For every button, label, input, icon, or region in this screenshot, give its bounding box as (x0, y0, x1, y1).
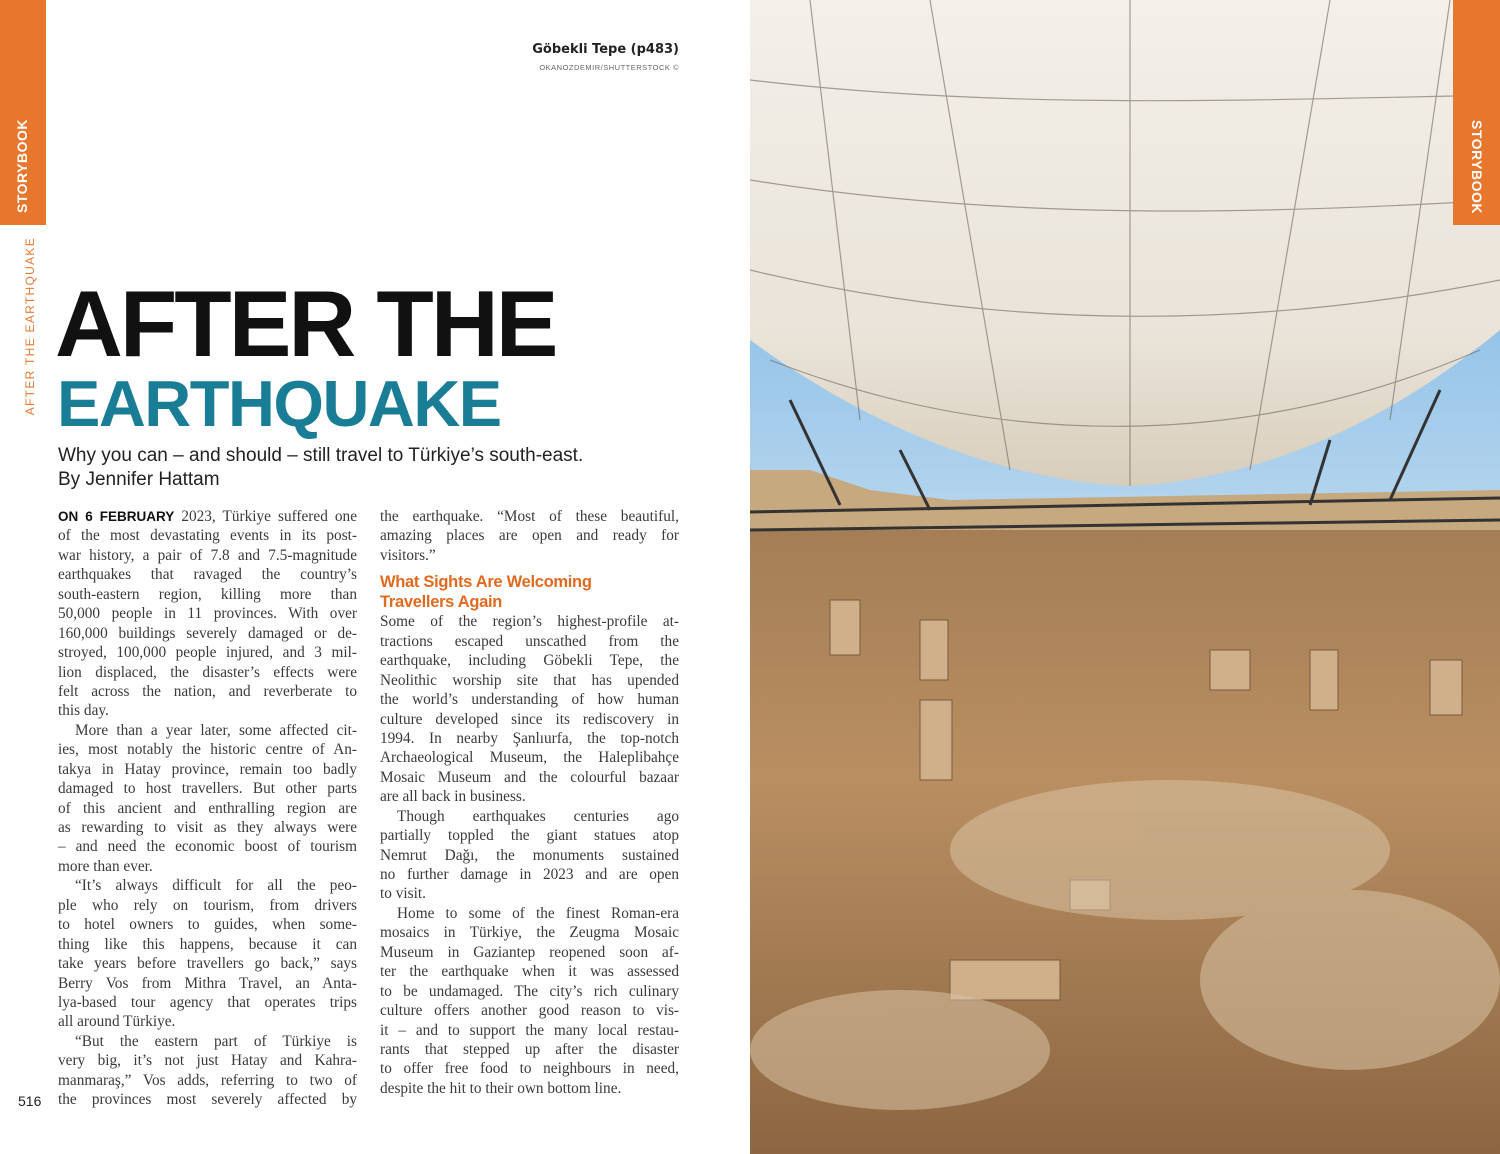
line-text: despite the hit to their own bottom line. (380, 1079, 622, 1097)
standfirst-block (58, 444, 583, 492)
line-text: ter the earthquake when it was assessed (380, 963, 679, 981)
text-line (58, 1051, 357, 1070)
line-text: culture developed since its rediscovery in (380, 710, 679, 728)
subheading (380, 572, 679, 612)
headline-line1: AFTER THE (55, 271, 556, 376)
text-line (380, 690, 679, 709)
text-line (58, 643, 357, 662)
line-text: Though earthquakes centuries ago (397, 807, 679, 825)
text-line (58, 818, 357, 837)
text-line (380, 748, 679, 767)
text-line (380, 546, 679, 565)
line-text: the world’s understanding of how human (380, 691, 679, 709)
subheading-line: Travellers Again (380, 593, 503, 612)
text-line (58, 837, 357, 856)
text-line (58, 624, 357, 643)
line-text: manmaraş,” Vos adds, referring to two of (58, 1071, 357, 1089)
text-line (380, 923, 679, 942)
text-line (58, 1090, 357, 1109)
text-line (58, 799, 357, 818)
line-text: culture offers another good reason to vis- (380, 1002, 679, 1020)
text-line (58, 779, 357, 798)
line-text: amazing places are open and ready for (380, 527, 679, 545)
line-text: of this ancient and enthralling region are (58, 799, 357, 817)
line-text: to hotel owners to guides, when some- (58, 916, 357, 934)
line-text: partially toppled the giant statues atop (380, 827, 679, 845)
line-text: earthquake, including Göbekli Tepe, the (380, 652, 679, 670)
line-text: to be undamaged. The city’s rich culinary (380, 982, 679, 1000)
subheading-line: What Sights Are Welcoming (380, 573, 592, 592)
text-line (380, 768, 679, 787)
text-line (58, 993, 357, 1012)
line-text: earthquakes that ravaged the country’s (58, 566, 357, 584)
text-line (380, 507, 679, 526)
line-text: “But the eastern part of Türkiye is (75, 1032, 357, 1050)
text-line (58, 935, 357, 954)
text-line (380, 526, 679, 545)
line-text: damaged to host travellers. But other parts (58, 780, 357, 798)
running-head: AFTER THE EARTHQUAKE (23, 237, 37, 416)
text-line (58, 546, 357, 565)
text-line (58, 1071, 357, 1090)
text-line (380, 1021, 679, 1040)
section-tab-label: STORYBOOK (1469, 120, 1485, 214)
text-line (58, 585, 357, 604)
line-text: mosaics in Türkiye, the Zeugma Mosaic (380, 924, 679, 942)
text-line (58, 721, 357, 740)
text-line (380, 807, 679, 826)
line-text: – and need the economic boost of tourism (58, 838, 357, 856)
text-line (58, 663, 357, 682)
byline: By Jennifer Hattam (58, 469, 220, 490)
line-text: Museum in Gaziantep reopened soon af- (380, 943, 679, 961)
text-line (380, 632, 679, 651)
text-line (380, 943, 679, 962)
line-text: all around Türkiye. (58, 1013, 176, 1031)
line-text: stroyed, 100,000 people injured, and 3 mil- (58, 644, 357, 662)
text-line (380, 884, 679, 903)
text-line (380, 1059, 679, 1078)
text-line (380, 710, 679, 729)
text-line (58, 915, 357, 934)
line-text: lion displaced, the disaster’s effects were (58, 663, 357, 681)
page-number: 516 (18, 1093, 42, 1109)
paragraph (380, 612, 679, 806)
line-text: war history, a pair of 7.8 and 7.5-magnitude (58, 546, 357, 564)
paragraph (58, 507, 357, 721)
text-line (58, 974, 357, 993)
line-text: ple who rely on tourism, from drivers (58, 896, 357, 914)
text-line (380, 826, 679, 845)
line-text: Archaeological Museum, the Haleplibahçe (380, 749, 679, 767)
line-text: this day. (58, 702, 109, 720)
body-column-1 (58, 507, 357, 1110)
text-line (380, 1079, 679, 1098)
line-text: 50,000 people in 11 provinces. With over (58, 605, 357, 623)
line-text: rants that stepped up after the disaster (380, 1040, 679, 1058)
line-text: Neolithic worship site that has upended (380, 671, 679, 689)
text-line (58, 682, 357, 701)
text-line (58, 857, 357, 876)
line-text: Some of the region’s highest-profile at- (380, 613, 679, 631)
text-line (58, 565, 357, 584)
text-line (380, 612, 679, 631)
line-text: Nemrut Dağı, the monuments sustained (380, 846, 679, 864)
text-line (380, 729, 679, 748)
paragraph (380, 904, 679, 1098)
line-text: visitors.” (380, 546, 436, 564)
headline-line2: EARTHQUAKE (57, 367, 501, 440)
text-line (58, 896, 357, 915)
text-line (380, 787, 679, 806)
line-text: of the most devastating events in its post- (58, 527, 357, 545)
line-text: the earthquake. “Most of these beautiful, (380, 508, 679, 525)
text-line (380, 1040, 679, 1059)
line-text: Berry Vos from Mithra Travel, an Anta- (58, 974, 357, 992)
text-line (58, 507, 357, 526)
text-line (380, 982, 679, 1001)
line-text: tractions escaped unscathed from the (380, 632, 679, 650)
paragraph (58, 1032, 357, 1110)
line-text: take years before travellers go back,” says (58, 955, 357, 973)
line-text: no further damage in 2023 and are open (380, 866, 679, 883)
text-line (58, 760, 357, 779)
section-tab-left (0, 0, 46, 225)
line-text: Home to some of the finest Roman-era (397, 904, 679, 922)
line-text: felt across the nation, and reverberate to (58, 682, 357, 700)
line-text: are all back in business. (380, 788, 526, 806)
line-text: More than a year later, some affected cit- (75, 721, 357, 739)
standfirst: Why you can – and should – still travel to Türkiye’s south-east. (58, 445, 584, 466)
line-text: 1994. In nearby Şanlıurfa, the top-notch (380, 729, 679, 747)
text-line (380, 671, 679, 690)
line-text: as rewarding to visit as they always were (58, 819, 357, 836)
text-line (380, 1001, 679, 1020)
line-text: to offer free food to neighbours in need, (380, 1060, 679, 1078)
text-line (58, 526, 357, 545)
text-line (58, 876, 357, 895)
paragraph (380, 507, 679, 565)
text-line (380, 904, 679, 923)
lead-in: ON 6 FEBRUARY (58, 509, 175, 524)
line-text: the provinces most severely affected by (58, 1091, 357, 1109)
photo-credit: OKANOZDEMIR/SHUTTERSTOCK © (539, 63, 679, 72)
line-text: very big, it’s not just Hatay and Kahra- (58, 1052, 357, 1070)
text-line (380, 962, 679, 981)
photo-caption (532, 42, 679, 72)
text-line (380, 651, 679, 670)
text-line (58, 740, 357, 759)
text-line (58, 1012, 357, 1031)
text-line (380, 865, 679, 884)
line-text: to visit. (380, 885, 426, 903)
text-line (58, 1032, 357, 1051)
line-text: it – and to support the many local restau- (380, 1021, 679, 1039)
text-line (58, 954, 357, 973)
line-text: more than ever. (58, 857, 153, 875)
section-tab-label: STORYBOOK (14, 119, 30, 213)
paragraph (58, 876, 357, 1032)
section-tab-right (1453, 0, 1500, 225)
line-text: “It’s always difficult for all the peo- (75, 877, 357, 895)
photo-illustration (750, 0, 1500, 1154)
paragraph (380, 807, 679, 904)
text-line (380, 846, 679, 865)
photo-gobekli-tepe (750, 0, 1500, 1154)
line-text: 160,000 buildings severely damaged or de- (58, 624, 357, 642)
line-text: takya in Hatay province, remain too badly (58, 760, 357, 778)
body-column-2 (380, 507, 679, 1098)
line-text: lya-based tour agency that operates trips (58, 993, 357, 1011)
text-line (58, 604, 357, 623)
caption-title: Göbekli Tepe (p483) (532, 42, 679, 57)
text-line (58, 701, 357, 720)
line-text: Mosaic Museum and the colourful bazaar (380, 768, 679, 786)
line-text: 2023, Türkiye suffered one (174, 508, 357, 525)
line-text: south-eastern region, killing more than (58, 585, 357, 603)
line-text: ies, most notably the historic centre of An- (58, 741, 357, 759)
paragraph (58, 721, 357, 877)
line-text: thing like this happens, because it can (58, 935, 357, 953)
